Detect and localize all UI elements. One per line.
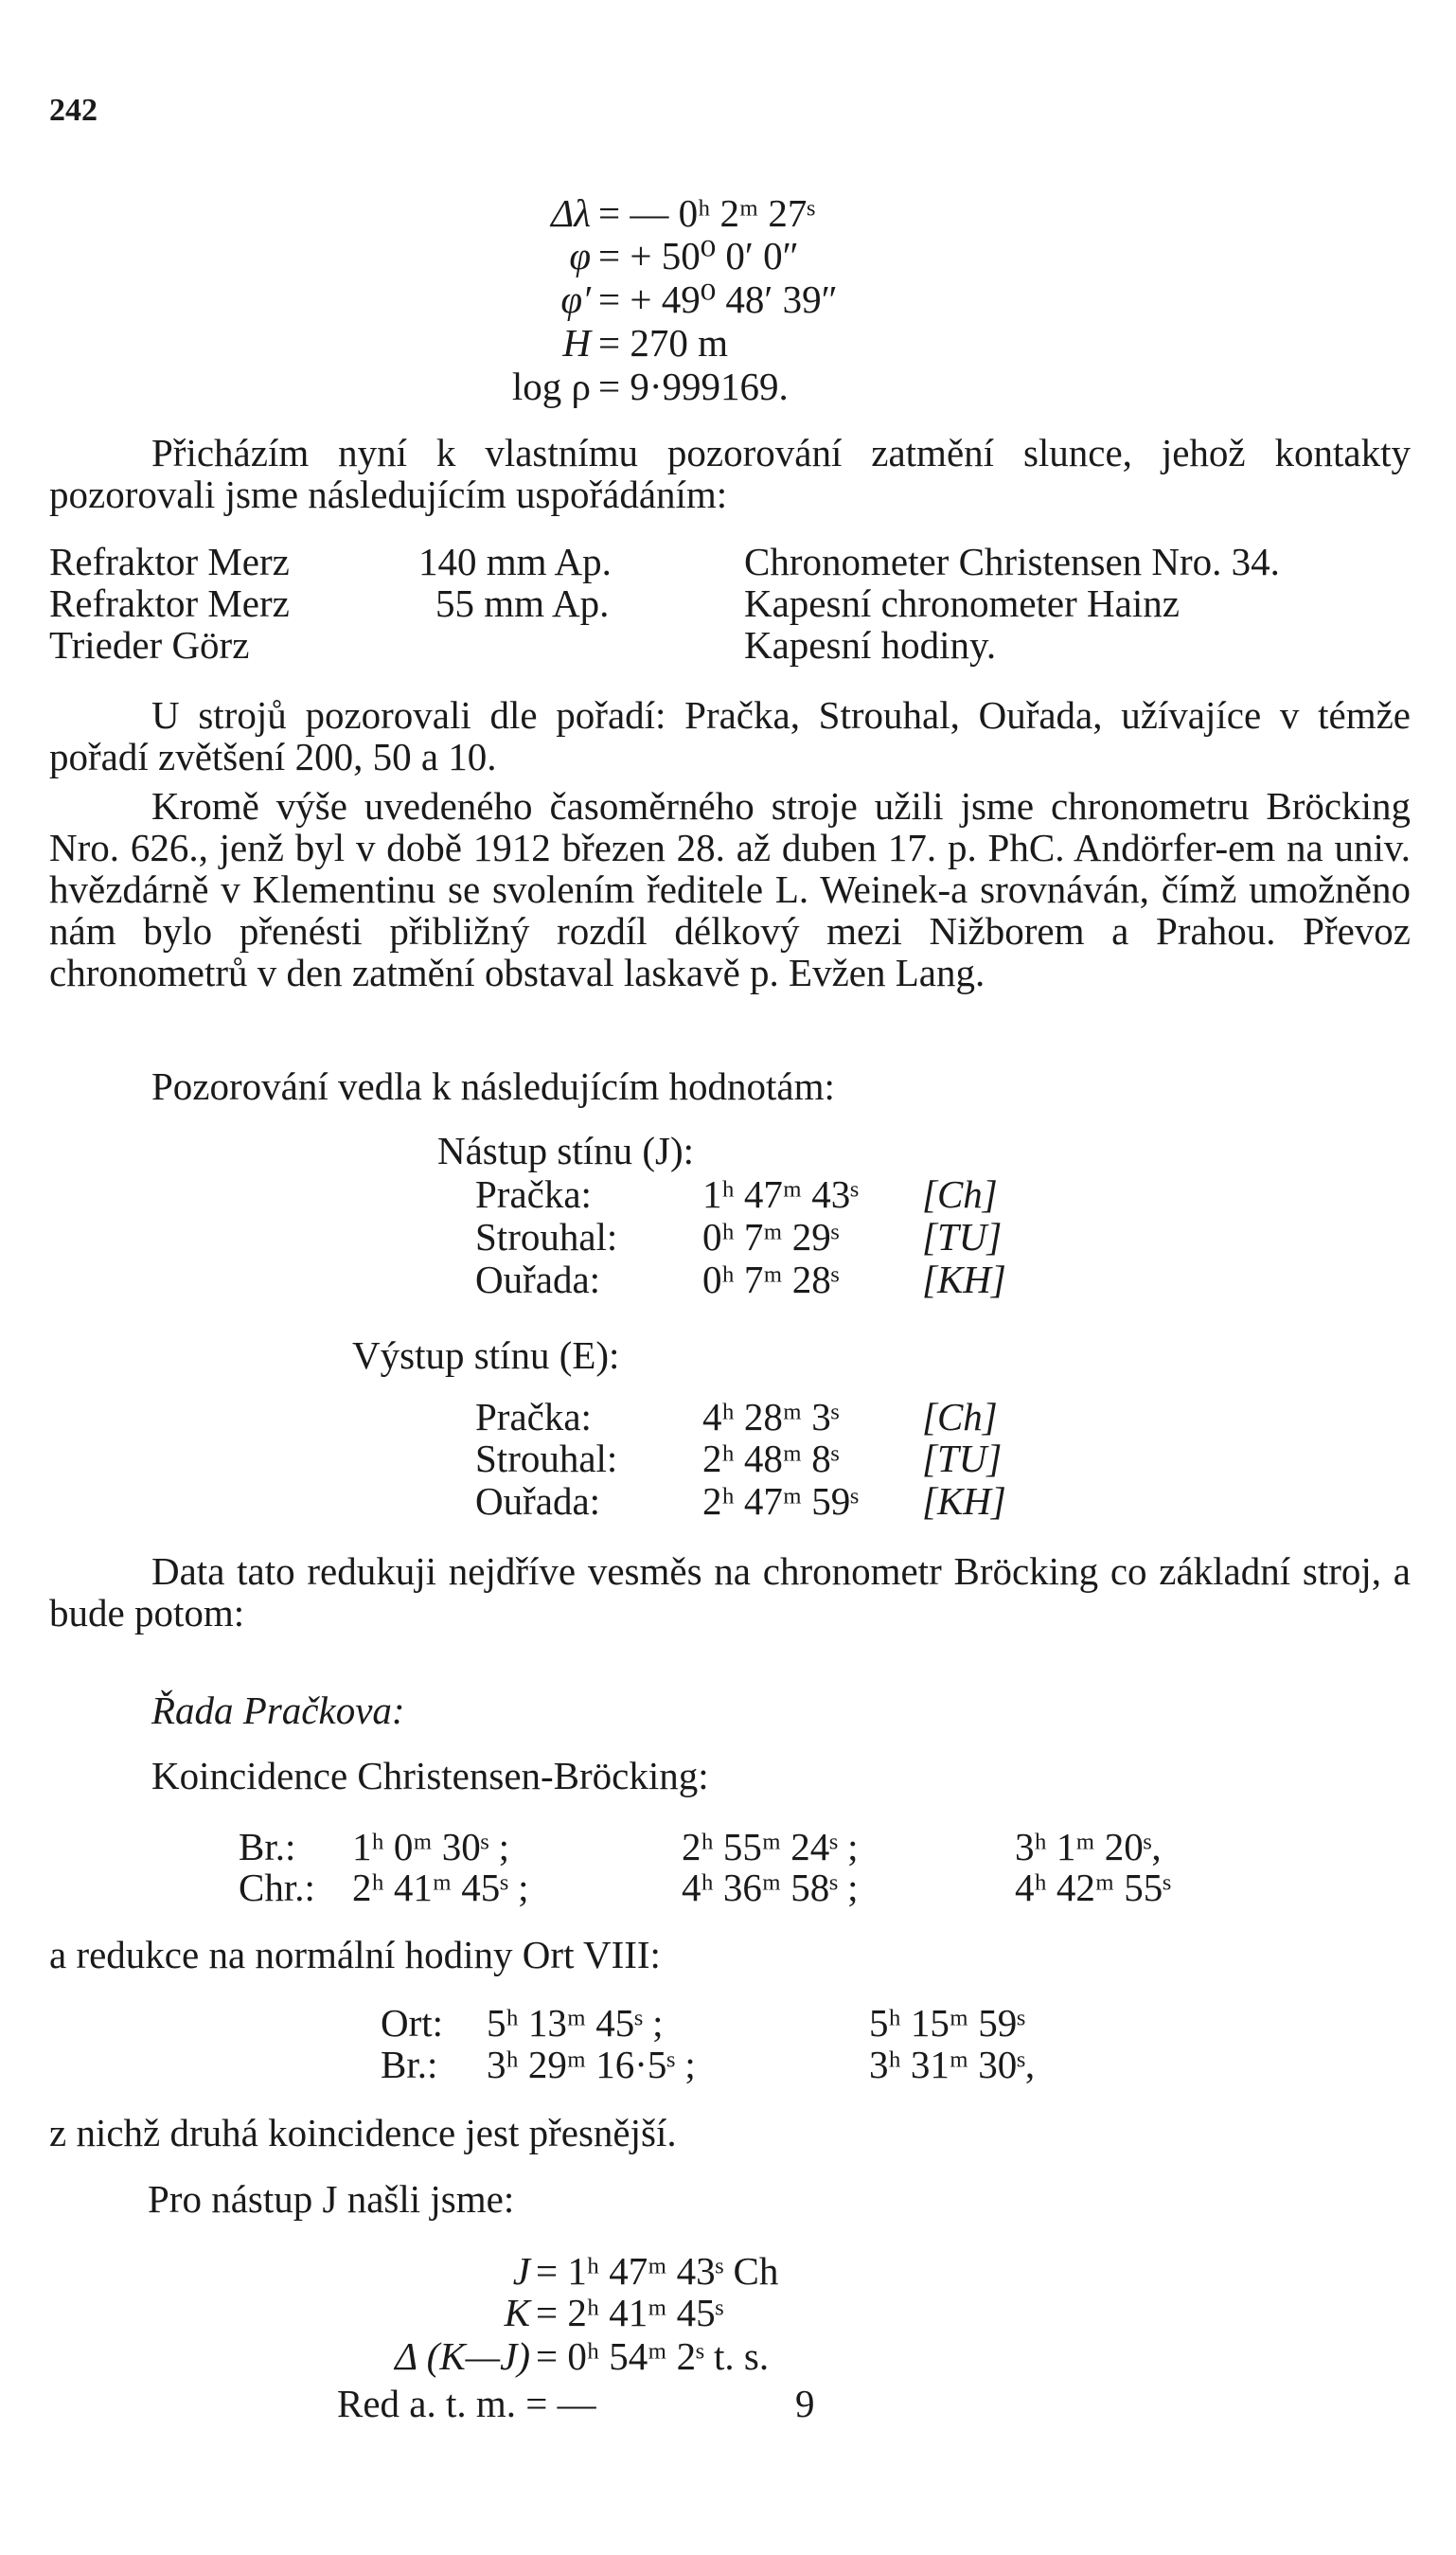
egress-time-0: 4ʰ 28ᵐ 3ˢ (702, 1395, 840, 1438)
ingress-calc-heading: Pro nástup J našli jsme: (148, 2177, 515, 2221)
instrument-aperture-1: 55 mm Ap. (435, 581, 610, 625)
egress-clock-0: [Ch] (922, 1395, 998, 1438)
coincidence-heading: Koincidence Christensen-Bröcking: (151, 1754, 709, 1797)
egress-observer-1: Strouhal: (475, 1437, 618, 1480)
ingress-heading: Nástup stínu (J): (437, 1129, 695, 1172)
egress-observer-0: Pračka: (475, 1395, 592, 1438)
ingress-observer-1: Strouhal: (475, 1215, 618, 1259)
instrument-clock-2: Kapesní hodiny. (744, 623, 997, 667)
reduction-label-0: Ort: (381, 2001, 444, 2045)
reduction-heading: a redukce na normální hodiny Ort VIII: (49, 1933, 661, 1976)
calc-lhs-0: J (512, 2249, 530, 2293)
param-lhs-2: φ′ (560, 277, 591, 321)
calc-rhs-1: = 2ʰ 41ᵐ 45ˢ (536, 2291, 724, 2334)
param-rhs-4: = 9·999169. (598, 365, 789, 408)
instrument-clock-0: Chronometer Christensen Nro. 34. (744, 540, 1280, 583)
instrument-name-2: Trieder Görz (49, 623, 250, 667)
calc-rhs-0: = 1ʰ 47ᵐ 43ˢ Ch (536, 2249, 779, 2293)
param-rhs-1: = + 50⁰ 0′ 0″ (598, 234, 799, 277)
instrument-clock-1: Kapesní chronometer Hainz (744, 581, 1180, 625)
egress-observer-2: Ouřada: (475, 1479, 601, 1523)
param-lhs-4: log ρ (511, 365, 591, 408)
param-lhs-0: Δλ (551, 191, 591, 235)
param-lhs-3: H (562, 321, 591, 365)
values-intro: Pozorování vedla k následujícím hodnotám: (151, 1064, 835, 1108)
coincidence-c1-0: 1ʰ 0ᵐ 30ˢ ; (352, 1825, 510, 1868)
coincidence-c3-0: 3ʰ 1ᵐ 20ˢ, (1015, 1825, 1162, 1868)
order-paragraph: U strojů pozorovali dle pořadí: Pračka, Strouhal, Ouřada, užívajíce v témže pořadí zvětšení 200, 50 a 10. (49, 693, 1411, 778)
reduction-c2-0: 5ʰ 15ᵐ 59ˢ (869, 2001, 1025, 2045)
coincidence-c2-0: 2ʰ 55ᵐ 24ˢ ; (682, 1825, 859, 1868)
coincidence-label-1: Chr.: (239, 1866, 315, 1909)
ingress-time-2: 0ʰ 7ᵐ 28ˢ (702, 1258, 840, 1301)
reduction-c2-1: 3ʰ 31ᵐ 30ˢ, (869, 2043, 1036, 2086)
ingress-time-0: 1ʰ 47ᵐ 43ˢ (702, 1172, 859, 1216)
ingress-clock-0: [Ch] (922, 1172, 998, 1216)
coincidence-label-0: Br.: (239, 1825, 296, 1868)
egress-clock-1: [TU] (922, 1437, 1003, 1480)
reduction-note: z nichž druhá koincidence jest přesnější. (49, 2111, 677, 2154)
param-rhs-0: = — 0ʰ 2ᵐ 27ˢ (598, 191, 816, 235)
red-label: Red a. t. m. = — (337, 2382, 596, 2425)
ingress-clock-2: [KH] (922, 1258, 1006, 1301)
egress-clock-2: [KH] (922, 1479, 1006, 1523)
calc-lhs-1: K (504, 2291, 530, 2334)
param-rhs-2: = + 49⁰ 48′ 39″ (598, 277, 838, 321)
series-heading: Řada Pračkova: (151, 1688, 405, 1732)
calc-lhs-2: Δ (K—J) (395, 2334, 530, 2378)
coincidence-c2-1: 4ʰ 36ᵐ 58ˢ ; (682, 1866, 859, 1909)
param-lhs-1: φ (569, 234, 591, 277)
reduction-c1-0: 5ʰ 13ᵐ 45ˢ ; (487, 2001, 664, 2045)
calc-rhs-2: = 0ʰ 54ᵐ 2ˢ t. s. (536, 2334, 770, 2378)
egress-heading: Výstup stínu (E): (352, 1333, 620, 1377)
instrument-aperture-0: 140 mm Ap. (418, 540, 612, 583)
coincidence-c1-1: 2ʰ 41ᵐ 45ˢ ; (352, 1866, 529, 1909)
intro-paragraph: Přicházím nyní k vlastnímu pozorování zatmění slunce, jehož kontakty pozorovali jsme následujícím uspořádáním: (49, 431, 1411, 516)
coincidence-c3-1: 4ʰ 42ᵐ 55ˢ (1015, 1866, 1171, 1909)
egress-time-2: 2ʰ 47ᵐ 59ˢ (702, 1479, 859, 1523)
page-number: 242 (49, 93, 98, 128)
reduce-paragraph: Data tato redukuji nejdříve vesměs na chronometr Bröcking co základní stroj, a bude potom: (49, 1549, 1411, 1635)
param-rhs-3: = 270 m (598, 321, 729, 365)
ingress-time-1: 0ʰ 7ᵐ 29ˢ (702, 1215, 840, 1259)
reduction-c1-1: 3ʰ 29ᵐ 16·5ˢ ; (487, 2043, 696, 2086)
chronometer-paragraph: Kromě výše uvedeného časoměrného stroje užili jsme chronometru Bröcking Nro. 626., jenž byl v době 1912 březen 28. až duben 17. p. PhC. Andörfer-em na univ. hvězdárně v Klementinu se svolením ředitele L. Weinek-a srovnáván, čímž umožněno nám bylo přenésti přibližný rozdíl délkový mezi Nižborem a Prahou. Převoz chronometrů v den zatmění obstaval laskavě p. Evžen Lang. (49, 784, 1411, 994)
reduction-label-1: Br.: (381, 2043, 438, 2086)
red-value: 9 (795, 2382, 815, 2425)
ingress-clock-1: [TU] (922, 1215, 1003, 1259)
ingress-observer-0: Pračka: (475, 1172, 592, 1216)
ingress-observer-2: Ouřada: (475, 1258, 601, 1301)
instrument-name-0: Refraktor Merz (49, 540, 290, 583)
egress-time-1: 2ʰ 48ᵐ 8ˢ (702, 1437, 840, 1480)
instrument-name-1: Refraktor Merz (49, 581, 290, 625)
